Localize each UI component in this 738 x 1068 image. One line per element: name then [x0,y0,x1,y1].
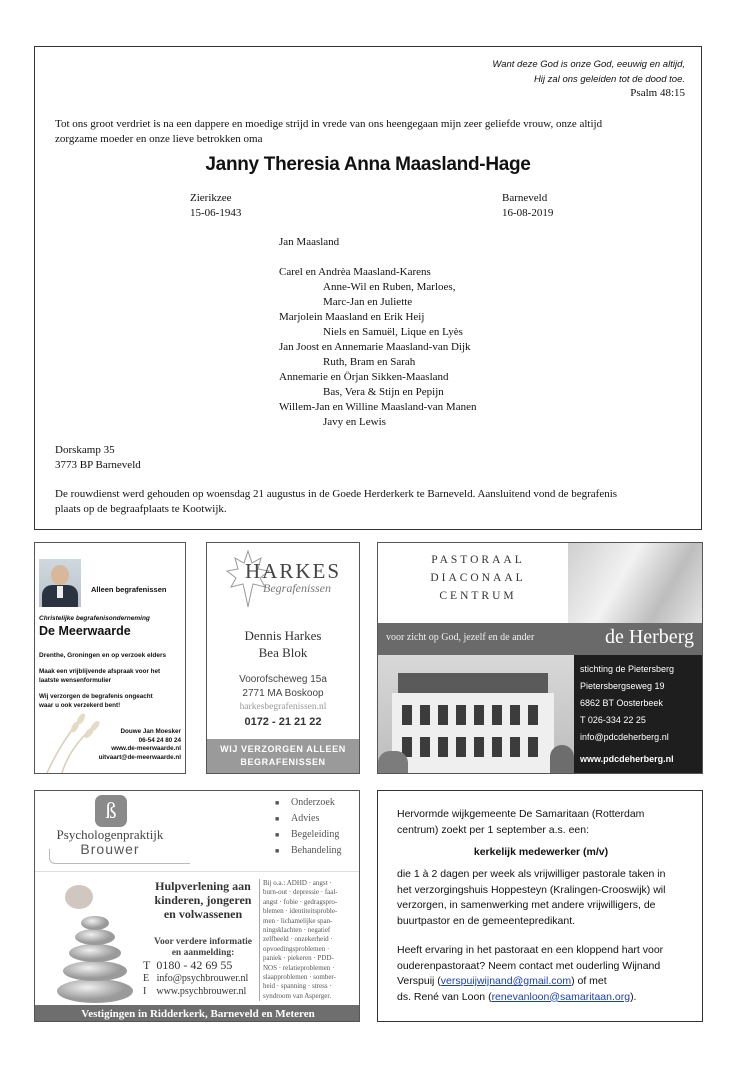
psych-condition-line: syndroom van Asperger. [263,991,332,1000]
herberg-info [580,661,674,746]
window-shape [492,737,502,757]
harkes-brand-sub: Begrafenissen [263,581,331,595]
meerwaarde-website: www.de-meerwaarde.nl [111,745,181,753]
herberg-website: www.pdcdeherberg.nl [580,754,674,764]
ad-meerwaarde [34,542,186,774]
wheat-illustration [37,711,107,773]
building-photo [378,655,574,774]
herberg-band [378,623,703,655]
vacancy-contact [397,943,663,1005]
service-line-1: De rouwdienst werd gehouden op woensdag 21 augustus in de Goede Herderkerk te Barneveld. Aansluitend vond de begrafenis [55,488,618,500]
psych-condition-line: zelfbeeld · onzekerheid · [263,935,333,944]
family-line: Carel en Andrèa Maasland-Karens [279,266,431,278]
psych-service-item: ■ Onderzoek [291,795,342,811]
family-line: Marjolein Maasland en Erik Heij [279,311,425,323]
family-line: Jan Joost en Annemarie Maasland-van Dijk [279,341,471,353]
psych-brand-underline [49,849,190,864]
vacancy-intro-1: Hervormde wijkgemeente De Samaritaan (Rotterdam [397,808,645,820]
harkes-person-1: Dennis Harkes [244,628,322,643]
herberg-name: de Herberg [604,626,694,648]
meerwaarde-contact-name: Douwe Jan Moesker [120,728,181,735]
psych-info-2: en aanmelding: [171,948,235,958]
psych-email-label: E [143,973,150,984]
psych-phone-label: T [143,958,151,972]
psych-divider [35,871,360,872]
harkes-banner-line-1: WIJ VERZORGEN ALLEEN [220,744,346,754]
obituary-box [34,46,702,530]
vacancy-body-1: die 1 à 2 dagen per week als vrijwilliger pastorale taken in [397,868,666,880]
psych-brand-1: Psychologenpraktijk [56,827,164,842]
window-shape [474,705,484,725]
herberg-phone: T 026-334 22 25 [580,715,646,725]
psych-service-item: ■ Begeleiding [291,827,342,843]
vacancy-intro [397,807,644,838]
pebble-stack-illustration [49,883,141,1005]
meerwaarde-email: uitvaart@de-meerwaarde.nl [98,753,181,761]
psalm-reference: Psalm 48:15 [630,87,685,99]
herberg-email: info@pdcdeherberg.nl [580,732,669,742]
harkes-people [207,627,359,661]
meerwaarde-phone: 06-54 24 80 24 [138,736,181,744]
family-line: Niels en Samuël, Lique en Lyès [323,326,463,338]
meerwaarde-line-3: Wij verzorgen de begrafenis ongeacht [39,693,153,700]
meerwaarde-insurance [39,693,153,710]
herberg-org: stichting de Pietersberg [580,664,675,674]
psych-service-item: ■ Behandeling [291,843,342,859]
vacancy-contact-1: Heeft ervaring in het pastoraat en een kloppend hart voor [397,944,664,956]
vacancy-contact-2: ouderenpastoraat? Neem contact met ouderling Wijnand [397,959,661,972]
vacancy-contact-3 [397,974,663,990]
psych-logo-icon: ß [95,795,127,827]
address-line-2: 3773 BP Barneveld [55,459,141,471]
psych-email: info@psychbrouwer.nl [156,973,249,984]
family-line: Javy en Lewis [323,416,386,428]
psych-headline-2: kinderen, jongeren [154,893,252,907]
window-shape [456,705,466,725]
harkes-city: 2771 MA Boskoop [242,688,324,699]
vacancy-body [397,867,665,929]
window-shape [420,737,430,757]
psych-condition-line: men · lichamelijke span- [263,916,333,925]
family-line: Annemarie en Örjan Sikken-Maasland [279,371,449,383]
psych-info [147,937,259,959]
window-shape [474,737,484,757]
vacancy-contact-4-post: ). [630,990,637,1003]
meerwaarde-tag: Alleen begrafenissen [91,585,167,594]
meerwaarde-appointment [39,668,160,685]
meerwaarde-subtitle: Christelijke begrafenisonderneming [39,615,150,622]
vacancy-contact-3-post: ) of met [571,975,607,987]
family-line: Marc-Jan en Juliette [323,296,413,308]
harkes-brand: HARKES [245,559,342,583]
family-line: Anne-Wil en Ruben, Marloes, [323,281,456,293]
meerwaarde-line-1: Maak een vrijblijvende afspraak voor het [39,668,161,675]
psych-brand-2: Brouwer [80,841,140,857]
window-shape [510,737,520,757]
herberg-head-2: DIACONAAL [430,572,526,584]
vacancy-body-2: het verzorgingshuis Hoppesteyn (Kralingen-Crooswijk) wil [397,883,666,896]
family-line: Willem-Jan en Willine Maasland-van Manen [279,401,477,413]
herberg-info-panel [574,655,703,774]
ad-harkes [206,542,360,774]
ad-psychologenpraktijk [34,790,360,1022]
address-block [55,443,141,473]
meerwaarde-line-2: laatste wensenformulier [39,676,112,684]
psych-contact [143,959,248,998]
herberg-street: Pietersbergseweg 19 [580,681,665,691]
family-list [279,265,476,430]
service-text [55,487,617,517]
intro-line-2: zorgzame moeder en onze lieve betrokken oma [55,133,263,145]
death-place: Barneveld [502,192,548,204]
psych-headline [147,879,259,921]
vacancy-role: kerkelijk medewerker (m/v) [473,846,609,858]
bible-quote [492,57,685,87]
psych-condition-line: angst · fobie · gedragspro- [263,897,338,906]
psych-condition-line: heid · spanning · stress · [263,982,332,991]
ad-herberg [377,542,703,774]
harkes-street: Voorofscheweg 15a [239,674,327,685]
psych-condition-line: opvoedingsproblemen · [263,944,330,953]
psych-condition-line: slaapproblemen · somber- [263,973,336,982]
death-date: 16-08-2019 [502,207,554,219]
harkes-banner-line-2: BEGRAFENISSEN [240,757,326,767]
window-shape [438,705,448,725]
family-line: Ruth, Bram en Sarah [323,356,416,368]
family-line: Bas, Vera & Stijn en Pepijn [323,386,444,398]
email-link-vanloon[interactable]: renevanloon@samaritaan.org [491,990,631,1003]
water-photo [568,543,703,623]
meerwaarde-name: De Meerwaarde [39,624,131,638]
spouse-name: Jan Maasland [279,236,340,248]
birth-info [190,191,241,221]
psych-condition-line: paniek · piekeren · PDD- [263,954,334,963]
harkes-phone: 0172 - 21 21 22 [244,716,322,728]
intro-text [55,117,602,147]
herberg-city: 6862 BT Oosterbeek [580,698,663,708]
birth-date: 15-06-1943 [190,207,242,219]
window-shape [528,705,538,725]
psych-headline-1: Hulpverlening aan [155,879,251,893]
address-line-1: Dorskamp 35 [55,444,115,456]
herberg-heading [378,551,578,605]
building-windows [398,701,548,771]
vacancy-body-4: buurtpastor en de gemeentepredikant. [397,914,576,927]
quote-line-1: Want deze God is onze God, eeuwig en altijd, [492,59,685,70]
harkes-address [207,673,359,701]
psych-website: www.psychbrouwer.nl [156,986,247,997]
vacancy-body-3: verzorgen, in samenwerking met andere vrijwilligers, de [397,899,656,911]
window-shape [528,737,538,757]
vacancy-contact-4-pre: ds. René van Loon ( [397,990,492,1003]
service-line-2: plaats op de begraafplaats te Kootwijk. [55,503,227,515]
psych-info-1: Voor verdere informatie [154,937,252,947]
window-shape [492,705,502,725]
psych-column-divider [259,879,260,1001]
quote-line-2: Hij zal ons geleiden tot de dood toe. [533,74,685,85]
psych-footer: Vestigingen in Ridderkerk, Barneveld en Meteren [35,1005,360,1022]
psych-condition-line: ningsklachten · negatief [263,926,331,935]
harkes-banner [207,739,359,774]
birth-place: Zierikzee [190,192,232,204]
email-link-verspuij[interactable]: verspuijwijnand@gmail.com [440,975,572,987]
vacancy-contact-4 [397,990,663,1006]
death-info [502,191,553,221]
psych-condition-line: NOS · relatieproblemen · [263,963,335,972]
psych-conditions [263,879,338,1001]
deceased-name: Janny Theresia Anna Maasland-Hage [205,154,531,175]
psych-service-item: ■ Advies [291,811,342,827]
psych-web-label: I [143,986,147,997]
intro-line-1: Tot ons groot verdriet is na een dappere en moedige strijd in vrede van ons heengegaan mijn zeer geliefde vrouw, onze altijd [55,118,603,130]
meerwaarde-region: Drenthe, Groningen en op verzoek elders [39,652,167,659]
psych-condition-line: burn-out · depressie · faal- [263,888,338,897]
herberg-tagline: voor zicht op God, jezelf en de ander [386,632,535,643]
harkes-person-2: Bea Blok [258,645,308,660]
window-shape [438,737,448,757]
herberg-head-3: CENTRUM [439,590,517,602]
psych-phone: 0180 - 42 69 55 [156,958,233,972]
psych-condition-line: blemen · identiteitsproble- [263,907,338,916]
vacancy-intro-2: centrum) zoekt per 1 september a.s. een: [397,823,590,836]
window-shape [420,705,430,725]
psych-condition-line: Bij o.a.: ADHD · angst · [263,879,332,887]
ad-vacancy [377,790,703,1022]
portrait-photo [39,559,81,607]
harkes-website: harkesbegrafenissen.nl [239,702,327,712]
psych-headline-3: en volwassenen [163,907,243,921]
herberg-head-1: PASTORAAL [431,554,525,566]
psych-services-list [291,795,342,859]
window-shape [510,705,520,725]
window-shape [456,737,466,757]
vacancy-contact-3-pre: Verspuij ( [397,975,441,987]
meerwaarde-contact [99,728,181,762]
window-shape [402,705,412,725]
meerwaarde-line-4: waar u ook verzekerd bent! [39,701,121,709]
